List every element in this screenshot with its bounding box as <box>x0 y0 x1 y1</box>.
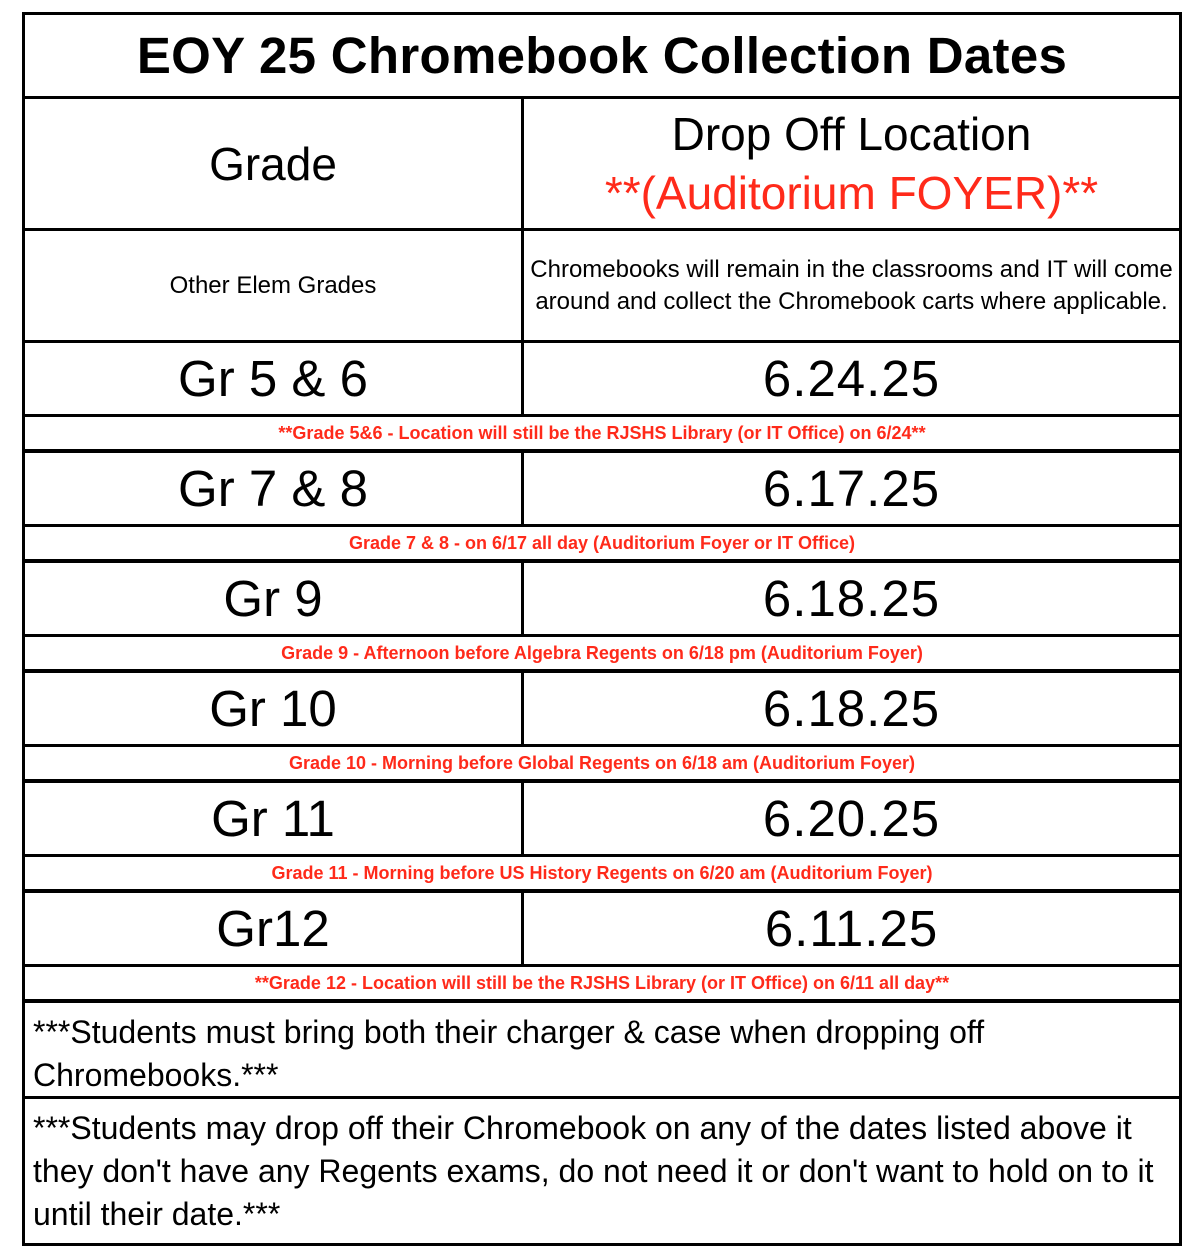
grade-note-row <box>25 857 1179 893</box>
grade-column-header: Grade <box>25 99 524 228</box>
grade-date: 6.17.25 <box>762 460 941 517</box>
charger-case-note: ***Students must bring both their charger & case when dropping off Chromebooks.*** <box>25 1003 1179 1099</box>
grade-note-row <box>25 637 1179 673</box>
grade-note: **Grade 12 - Location will still be the RJSHS Library (or IT Office) on 6/11 all day** <box>254 972 950 993</box>
grade-date: 6.20.25 <box>762 790 941 847</box>
location-column-header <box>524 99 1179 228</box>
other-grades-label: Other Elem Grades <box>25 231 524 340</box>
collection-dates-table <box>22 12 1182 1246</box>
grade-label: Gr12 <box>25 893 524 964</box>
grade-label: Gr 9 <box>25 563 524 634</box>
grade-row <box>25 563 1179 637</box>
grade-label: Gr 11 <box>25 783 524 854</box>
title-row <box>25 15 1179 99</box>
grade-row <box>25 893 1179 967</box>
grade-date: 6.18.25 <box>762 680 941 737</box>
grade-note: Grade 7 & 8 - on 6/17 all day (Auditorium Foyer or IT Office) <box>348 532 856 553</box>
grade-date: 6.24.25 <box>762 350 941 407</box>
grade-note: **Grade 5&6 - Location will still be the RJSHS Library (or IT Office) on 6/24** <box>278 422 926 443</box>
other-grades-row <box>25 231 1179 343</box>
grade-date: 6.11.25 <box>764 900 939 957</box>
grade-note-row <box>25 417 1179 453</box>
location-header-sub: **(Auditorium FOYER)** <box>604 166 1099 219</box>
page-title: EOY 25 Chromebook Collection Dates <box>136 27 1068 84</box>
grade-row <box>25 783 1179 857</box>
grade-row <box>25 343 1179 417</box>
grade-label: Gr 10 <box>25 673 524 744</box>
grade-row <box>25 453 1179 527</box>
location-header-label: Drop Off Location <box>671 107 1032 160</box>
grade-note: Grade 10 - Morning before Global Regents on 6/18 am (Auditorium Foyer) <box>288 752 916 773</box>
grade-note: Grade 11 - Morning before US History Regents on 6/20 am (Auditorium Foyer) <box>271 862 933 883</box>
grade-row <box>25 673 1179 747</box>
early-dropoff-note: ***Students may drop off their Chromebook on any of the dates listed above it they don't have any Regents exams, do not need it or don't want to hold on to it until their date.*** <box>33 1110 1154 1233</box>
grade-note-row <box>25 967 1179 1003</box>
header-row <box>25 99 1179 231</box>
grade-note-row <box>25 527 1179 563</box>
grade-label: Gr 5 & 6 <box>25 343 524 414</box>
grade-date: 6.18.25 <box>762 570 941 627</box>
grade-note-row <box>25 747 1179 783</box>
grade-label: Gr 7 & 8 <box>25 453 524 524</box>
grade-note: Grade 9 - Afternoon before Algebra Regents on 6/18 pm (Auditorium Foyer) <box>281 642 923 663</box>
other-grades-text: Chromebooks will remain in the classrooms and IT will come around and collect the Chromebook carts where applicable. <box>530 255 1173 315</box>
